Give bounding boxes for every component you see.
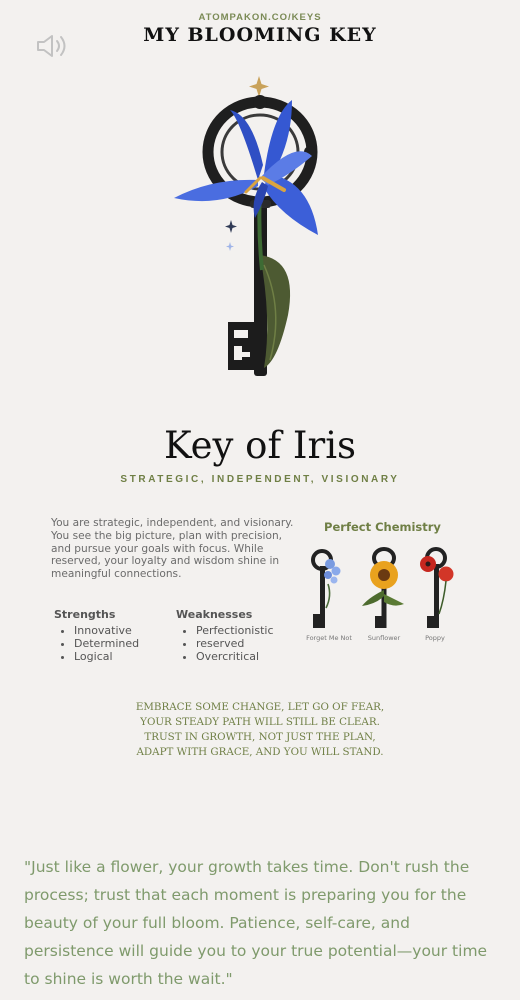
perfect-chemistry-title: Perfect Chemistry	[324, 520, 441, 534]
poem-line: TRUST IN GROWTH, NOT JUST THE PLAN,	[144, 731, 376, 743]
list-item: • Logical	[74, 650, 174, 663]
list-item: • reserved	[196, 637, 316, 650]
poppy-key-image	[410, 544, 466, 634]
sound-toggle-button[interactable]	[34, 32, 70, 60]
speaker-icon	[34, 32, 70, 60]
personality-description: You are strategic, independent, and visionary. You see the big picture, plan with precision, and pursue your goals with focus. While reserved, your loyalty and wisdom shine in meaningful connections.	[51, 517, 294, 581]
chemistry-match-label: Forget Me Not	[306, 634, 352, 642]
poem-line: YOUR STEADY PATH WILL STILL BE CLEAR.	[140, 716, 380, 728]
forget-me-not-key-image	[300, 544, 356, 634]
sparkle-icon	[249, 76, 269, 97]
poem-line: EMBRACE SOME CHANGE, LET GO OF FEAR,	[135, 701, 385, 713]
chemistry-match-label: Poppy	[425, 634, 445, 642]
list-item: • Overcritical	[196, 650, 316, 663]
site-url: ATOMPAKON.CO/KEYS	[198, 12, 322, 23]
list-item: • Determined	[74, 637, 174, 650]
closing-quote: "Just like a flower, your growth takes time. Don't rush the process; trust that each moment is preparing you for the beauty of your full bloom. Patience, self-care, and persistence will guide you to your true potential—your time to shine is worth the wait."	[24, 858, 488, 988]
key-name-heading: Key of Iris	[163, 424, 357, 467]
poem	[0, 700, 520, 760]
list-item: • Innovative	[74, 624, 174, 637]
weaknesses-title: Weaknesses	[176, 608, 253, 621]
page-title: MY BLOOMING KEY	[143, 24, 377, 46]
strengths-title: Strengths	[54, 608, 116, 621]
sunflower-key-image	[356, 544, 412, 634]
strengths-section	[54, 608, 174, 663]
chemistry-match-label: Sunflower	[367, 634, 401, 642]
traits-subtitle: STRATEGIC, INDEPENDENT, VISIONARY	[120, 474, 400, 485]
list-item: • Perfectionistic	[196, 624, 316, 637]
iris-key-illustration	[160, 70, 360, 390]
poem-line: ADAPT WITH GRACE, AND YOU WILL STAND.	[136, 746, 384, 758]
